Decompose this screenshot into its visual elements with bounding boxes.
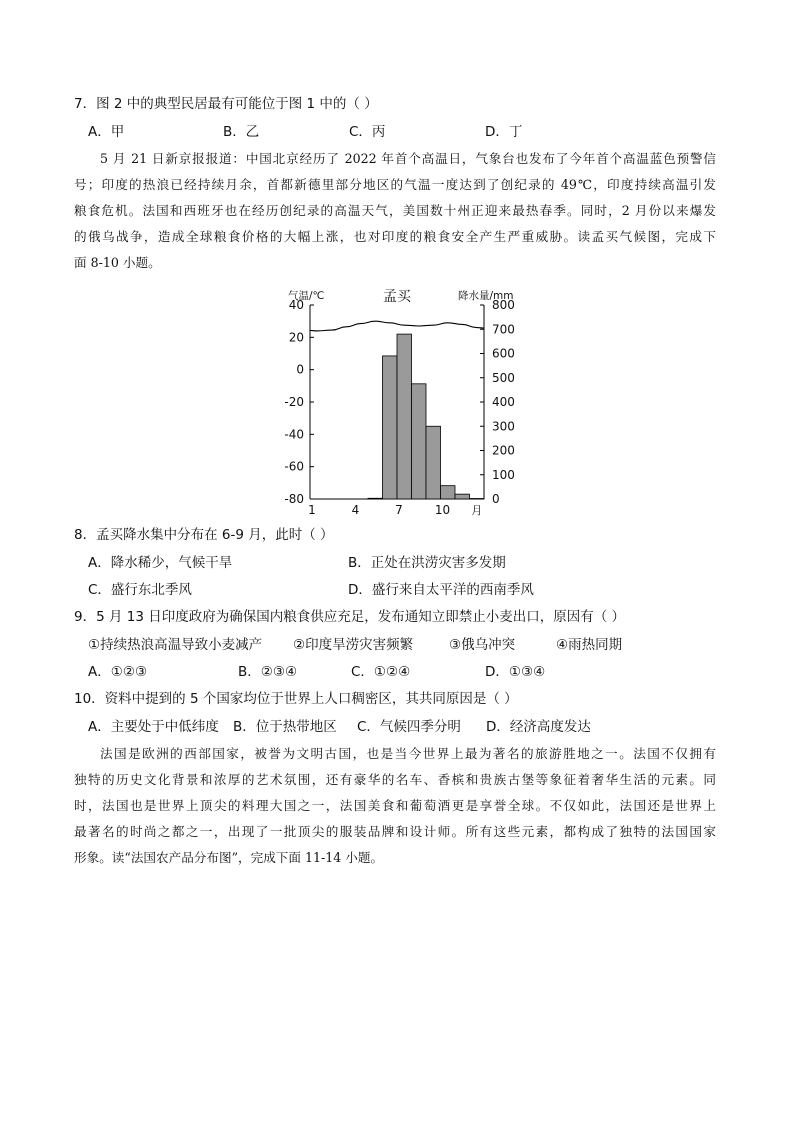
precipitation-bar-month-6 bbox=[383, 356, 398, 499]
precipitation-bar-month-9 bbox=[426, 426, 441, 499]
q10-stem: 10．资料中提到的 5 个国家均位于世界上人口稠密区，其共同原因是（ ） bbox=[74, 691, 518, 707]
left-tick-label: -60 bbox=[284, 459, 304, 474]
right-tick-label: 800 bbox=[492, 298, 515, 312]
q8-option-b[interactable]: B．正处在洪涝灾害多发期 bbox=[348, 555, 506, 571]
right-tick-label: 300 bbox=[492, 419, 515, 434]
passage-line: 时，法国也是世界上顶尖的料理大国之一，法国美食和葡萄酒更是享誉全球。不仅如此，法国还是世界上 bbox=[74, 798, 716, 813]
passage-line: 的俄乌战争，造成全球粮食价格的大幅上涨，也对印度的粮食安全产生严重威胁。读孟买气候图，完成下 bbox=[74, 229, 716, 244]
right-tick-label: 0 bbox=[492, 492, 500, 506]
passage-line: 5 月 21 日新京报报道：中国北京经历了 2022 年首个高温日，气象台也发布了今年首个高温蓝色预警信 bbox=[100, 151, 716, 166]
q10-option-d[interactable]: D．经济高度发达 bbox=[486, 719, 591, 735]
q8-option-d[interactable]: D．盛行来自太平洋的西南季风 bbox=[348, 582, 534, 598]
q8-stem: 8．孟买降水集中分布在 6-9 月，此时（ ） bbox=[74, 527, 334, 543]
x-tick-label: 7 bbox=[395, 503, 403, 517]
q9-statement-2: ②印度旱涝灾害频繁 bbox=[293, 637, 414, 653]
passage-france bbox=[74, 741, 716, 871]
precipitation-bar-month-8 bbox=[412, 384, 427, 499]
passage-news bbox=[74, 146, 716, 276]
chart-title: 孟买 bbox=[383, 289, 411, 305]
q10-option-b[interactable]: B．位于热带地区 bbox=[233, 719, 337, 735]
passage-line: 号；印度的热浪已经持续月余，首都新德里部分地区的气温一度达到了创纪录的 49℃，印度持续高温引发 bbox=[74, 177, 716, 192]
q9-option-c[interactable]: C．①②④ bbox=[351, 664, 411, 680]
left-tick-label: -40 bbox=[284, 427, 304, 442]
q7-option-a[interactable]: A．甲 bbox=[88, 124, 125, 140]
right-tick-label: 600 bbox=[492, 346, 515, 361]
q9-statement-3: ③俄乌冲突 bbox=[449, 637, 516, 653]
q9-option-d[interactable]: D．①③④ bbox=[485, 664, 546, 680]
x-axis-label: 月 bbox=[471, 504, 483, 517]
q8-option-a[interactable]: A．降水稀少，气候干旱 bbox=[88, 555, 233, 571]
q9-stem: 9．5 月 13 日印度政府为确保国内粮食供应充足，发布通知立即禁止小麦出口，原因有（ ） bbox=[74, 609, 626, 625]
q9-option-a[interactable]: A．①②③ bbox=[88, 664, 148, 680]
left-tick-label: -20 bbox=[284, 395, 304, 409]
q10-option-a[interactable]: A．主要处于中低纬度 bbox=[88, 719, 219, 735]
passage-line: 最著名的时尚之都之一，出现了一批顶尖的服装品牌和设计师。所有这些元素，都构成了独特的法国国家 bbox=[74, 824, 716, 839]
x-tick-label: 4 bbox=[351, 503, 360, 517]
q7-option-c[interactable]: C．丙 bbox=[349, 124, 386, 140]
right-tick-label: 200 bbox=[492, 443, 515, 458]
passage-line: 形象。读“法国农产品分布图”，完成下面 11-14 小题。 bbox=[74, 850, 384, 865]
q7-stem: 7．图 2 中的典型民居最有可能位于图 1 中的（ ） bbox=[74, 96, 378, 112]
q7-option-d[interactable]: D．丁 bbox=[485, 124, 523, 140]
right-tick-label: 400 bbox=[492, 395, 515, 409]
precipitation-bar-month-11 bbox=[455, 494, 470, 499]
left-tick-label: 0 bbox=[296, 362, 304, 377]
q10-option-c[interactable]: C．气候四季分明 bbox=[357, 719, 461, 735]
passage-line: 法国是欧洲的西部国家，被誉为文明古国，也是当今世界上最为著名的旅游胜地之一。法国不仅拥有 bbox=[100, 746, 716, 761]
q8-option-c[interactable]: C．盛行东北季风 bbox=[88, 582, 192, 598]
left-tick-label: 20 bbox=[288, 330, 304, 345]
temperature-curve bbox=[310, 321, 484, 331]
passage-line: 独特的历史文化背景和浓厚的艺术氛围，还有豪华的名车、香槟和贵族古堡等象征着奢华生活的元素。同 bbox=[74, 772, 716, 787]
precipitation-bar-month-5 bbox=[368, 498, 383, 499]
mumbai-climate-chart bbox=[270, 283, 520, 518]
passage-line: 面 8-10 小题。 bbox=[74, 255, 161, 270]
q7-option-b[interactable]: B．乙 bbox=[223, 124, 260, 140]
right-axis-title: 降水量/mm bbox=[458, 290, 514, 302]
left-tick-label: -80 bbox=[284, 492, 304, 506]
right-tick-label: 500 bbox=[492, 370, 515, 385]
left-axis-title: 气温/℃ bbox=[288, 290, 325, 302]
precipitation-bar-month-7 bbox=[397, 334, 412, 499]
precipitation-bar-month-10 bbox=[441, 486, 456, 499]
left-tick-label: 40 bbox=[288, 298, 304, 312]
passage-line: 粮食危机。法国和西班牙也在经历创纪录的高温天气，美国数十州正迎来最热春季。同时，2 月份以来爆发 bbox=[74, 203, 716, 218]
q9-option-b[interactable]: B．②③④ bbox=[238, 664, 298, 680]
right-tick-label: 100 bbox=[492, 467, 515, 482]
right-tick-label: 700 bbox=[492, 322, 515, 337]
q9-statement-1: ①持续热浪高温导致小麦减产 bbox=[88, 637, 263, 653]
x-tick-label: 10 bbox=[434, 503, 451, 517]
q9-statement-4: ④雨热同期 bbox=[556, 637, 623, 653]
x-tick-label: 1 bbox=[308, 503, 316, 517]
